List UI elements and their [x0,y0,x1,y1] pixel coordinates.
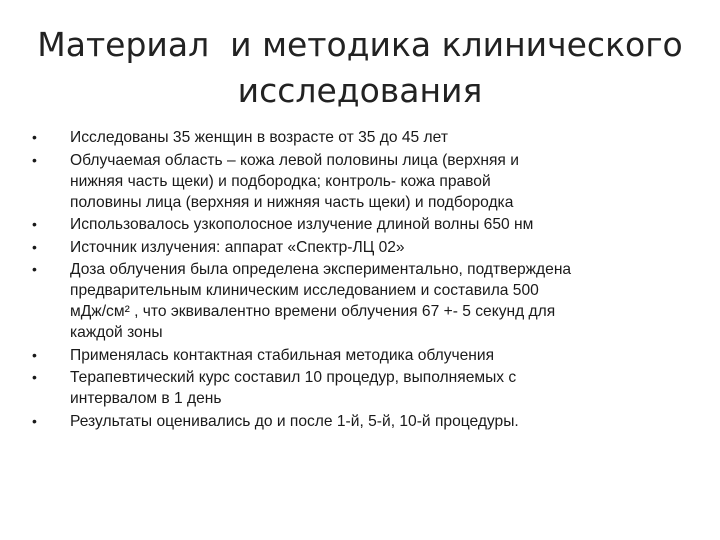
bullet-text: Терапевтический курс составил 10 процедур, выполняемых с интервалом в 1 день [70,369,517,407]
bullet-icon: • [32,412,37,429]
bullet-text: Доза облучения была определена экспериментально, подтверждена предварительным клиническим исследованием и составила 500 мДж/см² , что эквивалентно времени облучения 67 +- 5 секунд для каждой зоны [70,261,572,341]
bullet-text: Применялась контактная стабильная методика облучения [70,346,495,364]
bullet-text: Облучаемая область – кожа левой половины лица (верхняя и нижняя часть щеки) и подбородка; контроль- кожа правой половины лица (верхняя и нижняя часть щеки) и подбородка [70,151,519,211]
bullet-icon: • [32,369,37,385]
bullet-icon: • [32,151,37,168]
bullet-icon: • [32,346,37,363]
bullet-item [32,345,692,366]
bullet-text: Исследованы 35 женщин в возрасте от 35 до 45 лет [70,129,448,146]
slide-title [20,22,700,114]
bullet-item [32,259,692,343]
bullet-icon: • [32,238,37,255]
bullet-item [32,127,692,148]
bullet-item [32,411,692,432]
bullet-icon: • [32,216,37,232]
bullet-item [32,367,692,409]
bullet-icon: • [32,129,37,145]
bullet-text: Результаты оценивались до и после 1-й, 5-й, 10-й процедуры. [70,412,519,430]
bullet-item [32,237,692,258]
bullet-text: Использовалось узкополосное излучение длиной волны 650 нм [70,216,534,233]
bullet-item [32,214,692,235]
bullet-text: Источник излучения: аппарат «Спектр-ЛЦ 02» [70,238,405,256]
slide-title-line-2: исследования [237,71,483,110]
bullet-icon: • [32,261,37,277]
bullet-item [32,150,692,213]
bullet-list [32,127,692,433]
slide-title-line-1: Материал и методика клинического [37,25,683,64]
